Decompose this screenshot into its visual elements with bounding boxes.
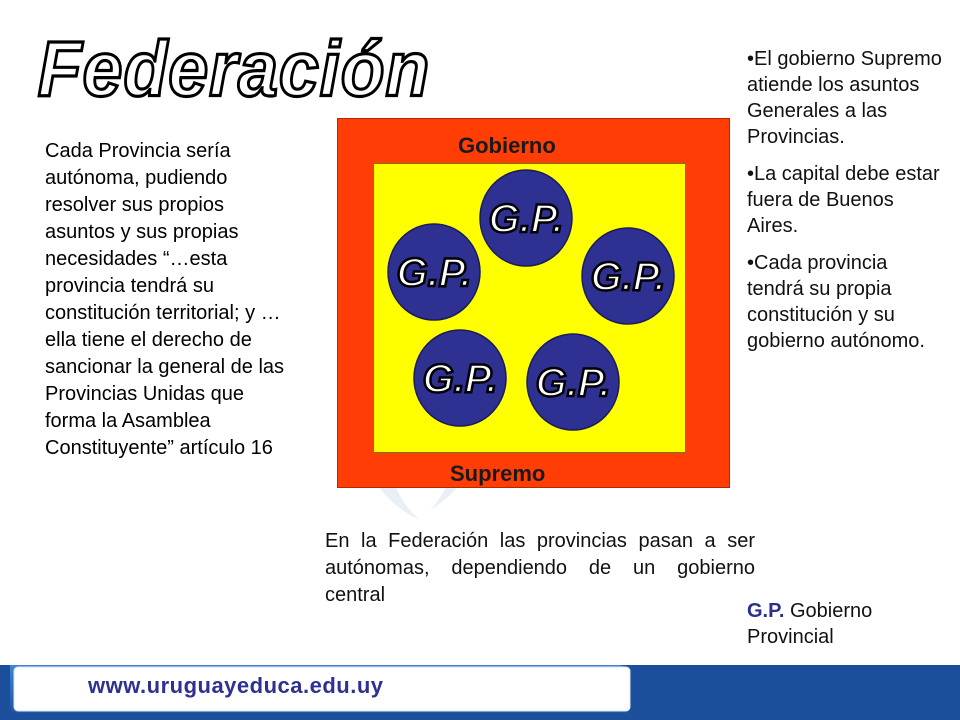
gp-circle [412,328,508,428]
gp-circle [580,226,676,326]
bottom-paragraph: En la Federación las provincias pasan a ser autónomas, dependiendo de un gobierno central [325,530,755,606]
bullet-item: •Cada provincia tendrá su propia constitución y su gobierno autónomo. [747,252,925,352]
gp-label: G.P. [535,361,611,405]
title-text: Federación [37,25,431,113]
gp-label: G.P. [590,255,666,299]
gp-circle [386,222,482,322]
gp-circle [525,332,621,432]
legend [747,598,947,650]
diagram-label-top: Gobierno [458,133,556,158]
gp-label: G.P. [488,197,564,241]
footer-url[interactable]: www.uruguayeduca.edu.uy [88,673,384,698]
legend-abbr: G.P. [747,600,785,622]
gp-label: G.P. [396,251,472,295]
bullet-item: •La capital debe estar fuera de Buenos Aires. [747,163,940,237]
gp-label: G.P. [422,357,498,401]
diagram-label-bottom: Supremo [450,461,546,486]
bullet-list [747,46,947,365]
legend-meaning: Gobierno Provincial [747,600,873,648]
slide-title [30,18,431,113]
left-paragraph: Cada Provincia sería autónoma, pudiendo resolver sus propios asuntos y sus propias necesidades “…esta provincia tendrá su constitución territorial; y …ella tiene el derecho de sancionar la general de las Provincias Unidas que forma la Asamblea Constituyente” artículo 16 [45,140,285,459]
bullet-item: •El gobierno Supremo atiende los asuntos Generales a las Provincias. [747,48,942,148]
gp-circle [478,168,574,268]
